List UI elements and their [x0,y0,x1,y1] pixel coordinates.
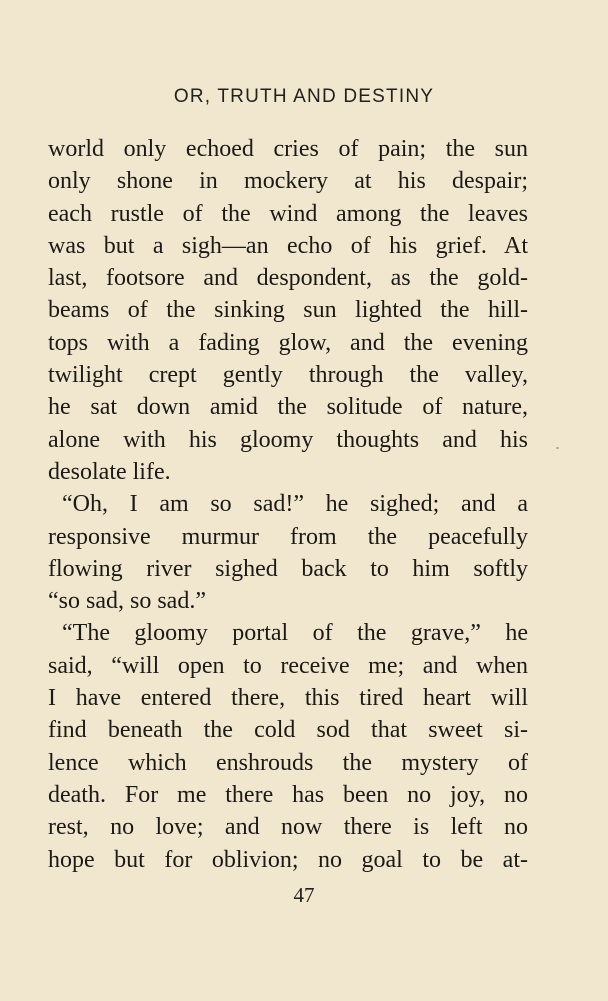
text-line: hope but for oblivion; no goal to be at- [48,846,528,873]
text-line: “Oh, I am so sad!” he sighed; and a [62,491,528,518]
text-line: “so sad, so sad.” [48,588,206,615]
text-line: twilight crept gently through the valley, [48,362,528,389]
text-line: alone with his gloomy thoughts and his [48,426,528,453]
text-line: “The gloomy portal of the grave,” he [62,620,528,647]
text-line: rest, no love; and now there is left no [48,814,528,841]
text-line: was but a sigh—an echo of his grief. At [48,232,528,259]
text-line: each rustle of the wind among the leaves [48,200,528,227]
text-line: find beneath the cold sod that sweet si- [48,717,528,744]
text-line: world only echoed cries of pain; the sun [48,136,528,162]
text-line: said, “will open to receive me; and when [48,652,528,679]
text-line: he sat down amid the solitude of nature, [48,394,528,421]
text-line: responsive murmur from the peacefully [48,523,528,550]
paper-speck [556,447,559,449]
text-line: desolate life. [48,458,171,485]
body-text [48,133,528,876]
running-head: OR, TRUTH AND DESTINY [173,86,435,107]
page-number: 47 [293,883,315,907]
text-line: flowing river sighed back to him softly [48,555,528,582]
text-line: I have entered there, this tired heart will [48,685,528,712]
text-line: only shone in mockery at his despair; [48,168,528,195]
text-line: tops with a fading glow, and the evening [48,329,528,356]
text-line: last, footsore and despondent, as the gold- [48,265,528,292]
text-line: death. For me there has been no joy, no [48,781,528,808]
text-line: lence which enshrouds the mystery of [48,749,528,776]
text-line: beams of the sinking sun lighted the hill- [48,297,528,324]
